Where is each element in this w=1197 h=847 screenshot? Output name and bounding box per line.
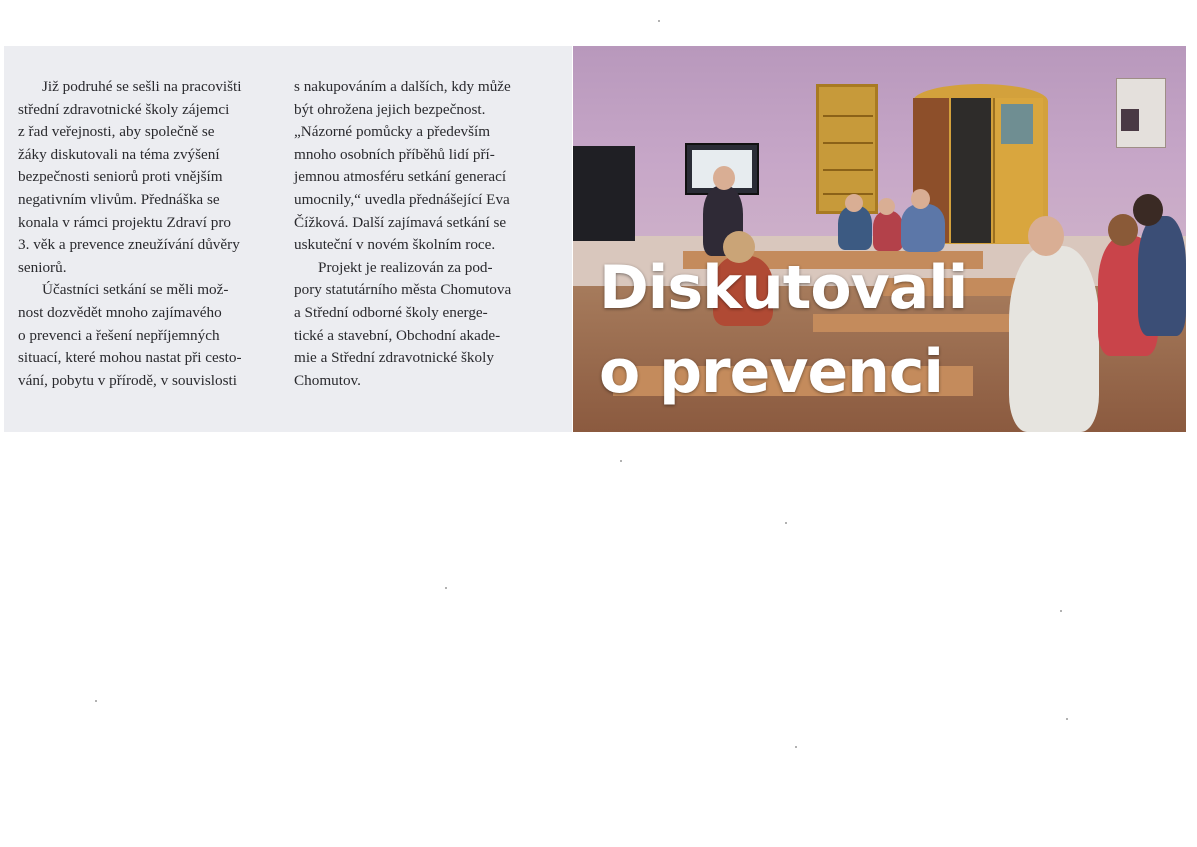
scan-speck	[95, 700, 97, 702]
scan-speck	[658, 20, 660, 22]
article-column-right	[294, 76, 544, 392]
article-paragraph: Projekt je realizován za pod- pory statutárního města Chomutova a Střední odborné školy energe- tické a stavební, Obchodní akade- mie a Střední zdravotnické školy Chomutov.	[294, 258, 512, 389]
audience-head	[1108, 214, 1138, 246]
classroom-photo	[573, 46, 1186, 432]
audience-member	[1138, 216, 1186, 336]
article-column-left	[18, 76, 268, 392]
speaker-head	[713, 166, 735, 190]
audience-head	[845, 194, 863, 212]
article-headline	[599, 246, 967, 414]
headline-line-2: o prevenci	[599, 337, 943, 407]
audience-member	[838, 206, 872, 250]
audience-head	[1028, 216, 1064, 256]
article-text-panel	[4, 46, 572, 432]
bookshelf	[816, 84, 878, 214]
audience-member	[873, 211, 903, 251]
scan-speck	[795, 746, 797, 748]
audience-head	[1133, 194, 1163, 226]
headline-line-1: Diskutovali	[599, 253, 968, 323]
scan-speck	[1060, 610, 1062, 612]
door-window	[1001, 104, 1033, 144]
audience-member	[901, 204, 945, 252]
article-paragraph: Účastníci setkání se měli mož- nost dozvědět mnoho zajímavého o prevenci a řešení nepříjemných situací, které mohou nastat při cesto- vání, pobytu v přírodě, v souvislosti	[18, 281, 242, 389]
audience-member	[1009, 246, 1099, 432]
doorway	[951, 98, 991, 243]
scan-speck	[445, 587, 447, 589]
audience-head	[911, 189, 930, 209]
scan-speck	[785, 522, 787, 524]
article-paragraph: s nakupováním a dalších, kdy může být ohrožena jejich bezpečnost. „Názorné pomůcky a především mnoho osobních příběhů lidí pří- jemnou atmosféru setkání generací umocnily,“ uvedla přednášející Eva Čížková. Další zajímavá setkání se uskuteční v novém školním roce.	[294, 78, 511, 254]
newspaper-clipping	[4, 46, 1186, 432]
article-paragraph: Již podruhé se sešli na pracovišti střední zdravotnické školy zájemci z řad veřejnosti, aby společně se žáky diskutovali na téma zvýšení bezpečnosti seniorů proti vnějším negativním vlivům. Přednáška se konala v rámci projektu Zdraví pro 3. věk a prevence zneužívání důvěry seniorů.	[18, 78, 242, 276]
blackboard	[573, 146, 635, 241]
scan-speck	[620, 460, 622, 462]
audience-head	[878, 198, 895, 215]
scan-speck	[1066, 718, 1068, 720]
wall-poster	[1116, 78, 1166, 148]
